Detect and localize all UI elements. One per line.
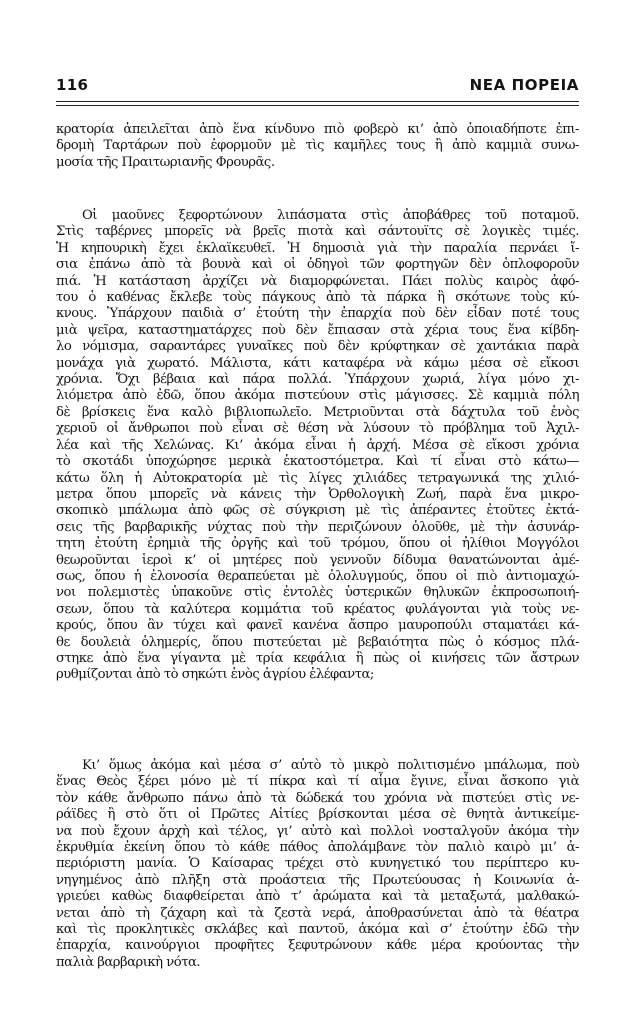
text-line: κάτω ὅλη ἡ Αὐτοκρατορία μὲ τὶς λίγες χιλιάδες τετραγωνικά της χιλιό- — [56, 470, 579, 486]
text-line: μιὰ ψεῖρα, καταστηματάρχες ποὺ δὲν ἔπιασαν στὰ χέρια τους ἕνα κίβδη- — [56, 322, 579, 338]
text-line: κνους. Ὑπάρχουν παιδιὰ σ’ ἐτούτη τὴν ἐπαρχία ποὺ δὲν εἶδαν ποτέ τους — [56, 306, 579, 322]
text-line: τὸν κάθε ἄνθρωπο πάνω ἀπὸ τὰ δώδεκά του χρόνια νὰ πιστεύει στὶς νε- — [56, 790, 579, 806]
text-line: στηκε ἀπὸ ἕνα γίγαντα μὲ τρία κεφάλια ἢ πὼς οἱ κινήσεις τῶν ἄστρων — [56, 650, 579, 666]
text-line: θεωροῦνται ἱεροὶ κ’ οἱ μητέρες ποὺ γεννοῦν δίδυμα θανατώνονται ἀμέ- — [56, 552, 579, 568]
text-line: μοσία τῆς Πραιτωριανῆς Φρουρᾶς. — [56, 154, 275, 170]
text-line: χρόνια. Ὄχι βέβαια καὶ πάρα πολλά. Ὑπάρχουν χωριά, λίγα μόνο χι- — [56, 372, 579, 388]
text-line: καὶ τὶς προκλητικὲς σκλάβες καὶ παντοῦ, ἀκόμα καὶ σ’ ἐτούτην ἐδῶ τὴν — [56, 922, 579, 938]
text-line: θε δουλειὰ ὁλημερίς, ὅπου πιστεύεται μὲ βεβαιότητα πὼς ὁ κόσμος πλά- — [56, 634, 579, 650]
text-line: νηγημένος ἀπὸ πλῆξη στὰ προάστεια τῆς Πρωτεύουσας ἡ Κοινωνία ἀ- — [56, 872, 579, 888]
text-line: ρυθμίζονται ἀπὸ τὸ σηκώτι ἑνὸς ἀγρίου ἐλέφαντα; — [56, 667, 374, 683]
text-line: να ποὺ ἔχουν ἀρχὴ καὶ τέλος, γι’ αὐτὸ καὶ πολλοὶ νοσταλγοῦν ἀκόμα τὴν — [56, 823, 579, 839]
paragraph-continuation — [56, 122, 579, 171]
paragraph-main — [56, 208, 579, 684]
paragraph-closing — [56, 758, 579, 971]
text-line: κρατορία ἀπειλεῖται ἀπὸ ἕνα κίνδυνο πιὸ φοβερὸ κι’ ἀπὸ ὁποιαδήποτε ἐπι- — [56, 122, 579, 137]
text-line: σια ἐπάνω ἀπὸ τὰ βουνὰ καὶ οἱ ὁδηγοὶ τῶν φορτηγῶν δὲν ὁπλοφοροῦν — [56, 257, 579, 273]
text-line: μετρα ὅπου μπορεῖς νὰ κάνεις τὴν Ὀρθολογικὴ Ζωή, παρὰ ἕνα μικρο- — [56, 486, 579, 502]
text-line: λέα καὶ τῆς Χελώνας. Κι’ ἀκόμα εἶναι ἡ ἀρχή. Μέσα σὲ εἴκοσι χρόνια — [56, 437, 579, 453]
text-line: μονάχα γιὰ χωρατό. Μάλιστα, κάτι καταφέρα νὰ κάμω μέσα σὲ εἴκοσι — [56, 355, 579, 371]
text-line: νεται ἀπὸ τὴ ζάχαρη καὶ τὰ ζεστὰ νερά, ἀποθρασύνεται ἀπὸ τὰ θέατρα — [56, 905, 579, 921]
text-line: τὸ σκοτάδι ὑποχώρησε μερικὰ ἑκατοστόμετρα. Καὶ τί εἶναι στὸ κάτω— — [56, 454, 579, 470]
text-line: περιόριστη μανία. Ὁ Καίσαρας τρέχει στὸ κυνηγετικό του περίπτερο κυ- — [56, 856, 579, 872]
text-line: Στὶς ταβέρνες μπορεῖς νὰ βρεῖς πιοτὰ καὶ σάντουϊτς σὲ λογικὲς τιμές. — [56, 224, 579, 240]
text-line: ἕνας Θεὸς ξέρει μόνο μὲ τί πίκρα καὶ τί αἷμα ἔγινε, εἶναι ἄσκοπο γιὰ — [56, 774, 579, 790]
page-header — [56, 76, 579, 98]
text-line: τητη ἐτούτη ἐρημιὰ τῆς ὀργῆς καὶ τοῦ τρόμου, ὅπου οἱ ἠλίθιοι Μογγόλοι — [56, 536, 579, 552]
text-line: Οἱ μαοῦνες ξεφορτώνουν λιπάσματα στὶς ἀποβάθρες τοῦ ποταμοῦ. — [82, 208, 579, 223]
text-line: του ὁ καθένας ἔκλεβε τοὺς πάγκους ἀπὸ τὰ πάρκα ἢ σκότωνε τοὺς κύ- — [56, 290, 579, 306]
text-line: Ἡ κηπουρικὴ ἔχει ἐκλαϊκευθεῖ. Ἡ δημοσιὰ γιὰ τὴν παραλία περνάει ἴ- — [56, 240, 579, 256]
text-line: λο νόμισμα, σαραντάρες γυναῖκες ποὺ δὲν κρύφτηκαν σὲ χαντάκια παρὰ — [56, 339, 579, 355]
text-line: πιά. Ἡ κατάσταση ἀρχίζει νὰ διαμορφώνεται. Πάει πολὺς καιρὸς ἀφό- — [56, 273, 579, 289]
page-number: 116 — [56, 76, 89, 94]
text-line: γριεύει καθὼς διαφθείρεται ἀπὸ τ’ ἀρώματα καὶ τὰ μεταξωτά, μαλθακώ- — [56, 889, 579, 905]
text-line: ἐκρυθμία ἐκείνη ὅπου τὸ κάθε πάθος ἀπολάμβανε τὸν παλιὸ καιρὸ μι’ ἀ- — [56, 840, 579, 856]
running-title: ΝΕΑ ΠΟΡΕΙΑ — [469, 76, 579, 94]
text-line: χεριοῦ οἱ ἄνθρωποι ποὺ εἶναι σὲ θέση νὰ λύσουν τὸ πρόβλημα τοῦ Ἀχιλ- — [56, 421, 579, 437]
text-line: ράϊδες ἢ στὸ ὅτι οἱ Πρῶτες Αἰτίες βρίσκονται μέσα σὲ θνητὰ ἀντικείμε- — [56, 807, 579, 823]
text-line: δρομὴ Ταρτάρων ποὺ ἐφορμοῦν μὲ τὶς καμῆλες τους ἢ ἀπὸ καμμιὰ συνω- — [56, 138, 579, 154]
header-rule-bottom — [56, 105, 579, 106]
text-line: κρούς, ὅπου ἂν τύχει καὶ φανεῖ κανένα ἄσπρο μαυροπούλι σταματάει κά- — [56, 618, 579, 634]
text-line: σως, ὅπου ἡ ἑλονοσία θεραπεύεται μὲ ὁλολυγμούς, ὅπου οἱ πιὸ ἀντιομαχώ- — [56, 568, 579, 584]
text-line: νοι πολεμιστὲς ὑπακοῦνε στὶς ἐντολὲς ὑστερικῶν θηλυκῶν ἐκπροσωποιή- — [56, 585, 579, 601]
text-line: Κι’ ὅμως ἀκόμα καὶ μέσα σ’ αὐτὸ τὸ μικρὸ πολιτισμένο μπάλωμα, ποὺ — [82, 758, 579, 773]
text-line: ἐπαρχία, καινούργιοι προφῆτες ξεφυτρώνουν κάθε μέρα κρούοντας τὴν — [56, 938, 579, 954]
text-line: σεις τῆς βαρβαρικῆς νύχτας ποὺ τὴν περιζώνουν ὁλοῦθε, μὲ τὴν ἀσυνάρ- — [56, 519, 579, 535]
text-line: σεων, ὅπου τὰ καλύτερα κομμάτια τοῦ κρέατος φυλάγονται γιὰ τοὺς νε- — [56, 601, 579, 617]
header-rule-top — [56, 101, 579, 102]
text-line: λιόμετρα ἀπὸ ἐδῶ, ὅπου ἀκόμα πιστεύουν στὶς μάγισσες. Σὲ καμμιὰ πόλη — [56, 388, 579, 404]
text-line: σκοπικὸ μπάλωμα ἀπὸ φῶς σὲ σύγκριση μὲ τὶς ἀπέραντες ἐτοῦτες ἐκτά- — [56, 503, 579, 519]
text-line: παλιὰ βαρβαρικὴ νότα. — [56, 954, 201, 970]
text-line: δὲ βρίσκεις ἕνα καλὸ βιβλιοπωλεῖο. Μετριοῦνται στὰ δάχτυλα τοῦ ἑνὸς — [56, 404, 579, 420]
